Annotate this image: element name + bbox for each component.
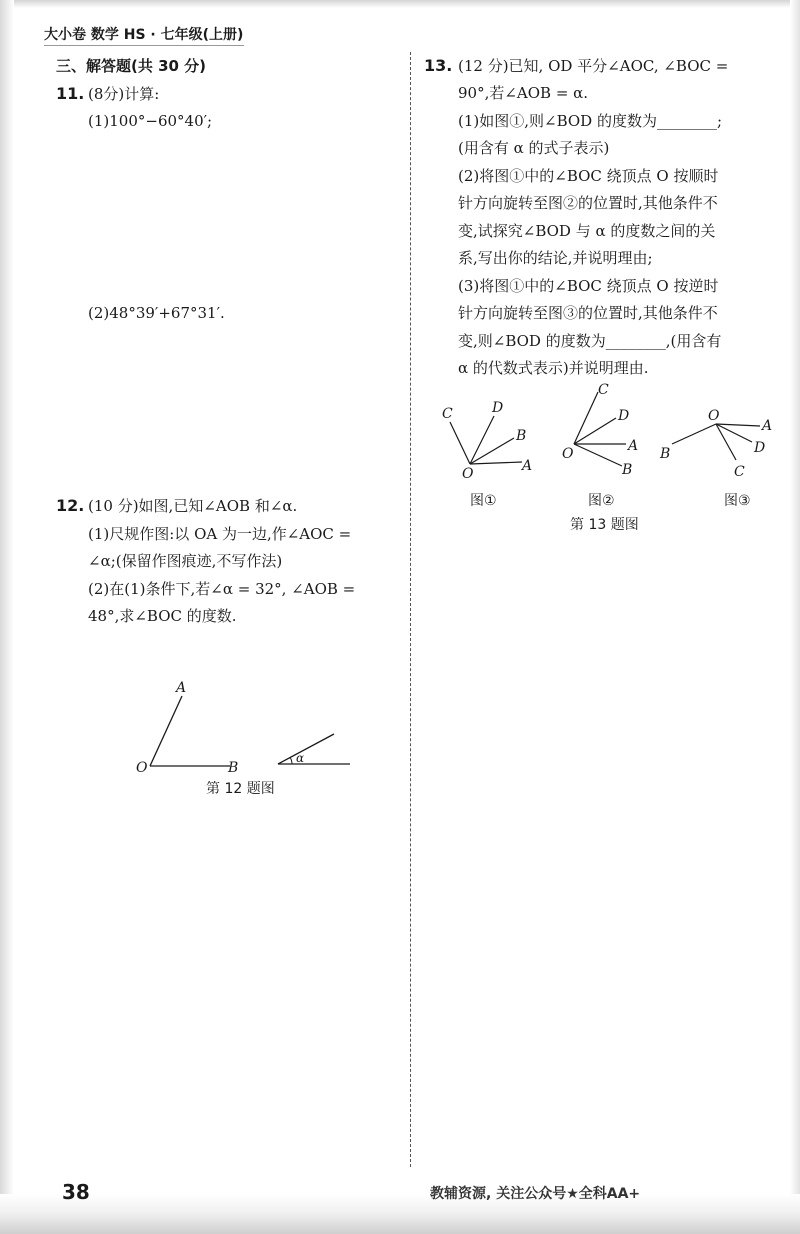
question-12-line: (2)在(1)条件下,若∠α = 32°, ∠AOB =	[88, 580, 356, 598]
label-b: B	[622, 462, 633, 478]
page-number: 38	[62, 1180, 90, 1204]
column-divider	[410, 52, 411, 1167]
label-c: C	[598, 382, 609, 398]
question-11-part-1: (1)100°−60°40′;	[88, 112, 213, 130]
label-d: D	[492, 400, 504, 416]
header-rule	[44, 45, 244, 46]
question-13-line: 90°,若∠AOB = α.	[458, 84, 589, 102]
question-13-line: (12 分)已知, OD 平分∠AOC, ∠BOC =	[458, 57, 729, 75]
question-12-line: ∠α;(保留作图痕迹,不写作法)	[88, 552, 283, 570]
label-b: B	[516, 428, 527, 444]
question-13-line: (3)将图①中的∠BOC 绕顶点 O 按逆时	[458, 277, 719, 295]
label-alpha: α	[296, 751, 305, 765]
page-edge-bottom	[0, 1194, 800, 1234]
label-o: O	[462, 466, 474, 482]
ray-ob	[574, 444, 622, 466]
question-13-line: α 的代数式表示)并说明理由.	[458, 359, 649, 377]
label-a: A	[522, 458, 533, 474]
section-title: 三、解答题(共 30 分)	[56, 57, 207, 75]
page-edge-top	[0, 0, 800, 8]
ray-oa	[716, 424, 760, 426]
question-13-line: 针方向旋转至图②的位置时,其他条件不	[458, 194, 718, 212]
question-12-figure	[120, 676, 370, 786]
label-a: A	[762, 418, 773, 434]
question-13-line: (1)如图①,则∠BOD 的度数为________;	[458, 112, 723, 130]
page-edge-right	[790, 0, 800, 1234]
question-11-stem: (8分)计算:	[88, 85, 160, 103]
question-11-number: 11.	[56, 84, 85, 103]
question-12-line: (10 分)如图,已知∠AOB 和∠α.	[88, 497, 298, 515]
question-13-line: (用含有 α 的式子表示)	[458, 139, 610, 157]
alpha-side-2	[278, 734, 334, 764]
ray-oa	[470, 462, 522, 464]
label-o: O	[136, 760, 148, 776]
question-11-part-2: (2)48°39′+67°31′.	[88, 304, 225, 322]
label-a: A	[628, 438, 639, 454]
label-b: B	[660, 446, 671, 462]
figure-2-caption: 图②	[588, 493, 615, 509]
figure-1-caption: 图①	[470, 493, 497, 509]
running-header: 大小卷 数学 HS · 七年级(上册)	[44, 27, 244, 43]
label-o: O	[562, 446, 574, 462]
label-c: C	[442, 406, 453, 422]
label-d: D	[618, 408, 630, 424]
question-13-number: 13.	[424, 56, 453, 75]
question-13-line: 系,写出你的结论,并说明理由;	[458, 249, 653, 267]
question-12-number: 12.	[56, 496, 85, 515]
question-12-figure-caption: 第 12 题图	[206, 781, 275, 797]
question-13-figure-3	[656, 400, 786, 490]
question-13-line: (2)将图①中的∠BOC 绕顶点 O 按顺时	[458, 167, 719, 185]
question-13-line: 针方向旋转至图③的位置时,其他条件不	[458, 304, 718, 322]
question-13-line: 变,则∠BOD 的度数为________,(用含有	[458, 332, 722, 350]
label-o: O	[708, 408, 720, 424]
ray-ob	[672, 424, 716, 444]
label-b: B	[228, 760, 239, 776]
ray-oa	[150, 696, 182, 766]
figure-3-caption: 图③	[724, 493, 751, 509]
question-13-figure-1	[430, 396, 550, 486]
question-13-figures-caption: 第 13 题图	[570, 517, 639, 533]
ray-oc	[450, 422, 470, 464]
question-13-figure-2	[552, 378, 662, 482]
footer-promo-text: 教辅资源, 关注公众号★全科AA+	[430, 1186, 641, 1202]
page-edge-left	[0, 0, 14, 1234]
label-c: C	[734, 464, 745, 480]
label-a: A	[176, 680, 187, 696]
question-12-line: (1)尺规作图:以 OA 为一边,作∠AOC =	[88, 525, 352, 543]
label-d: D	[754, 440, 766, 456]
question-13-line: 变,试探究∠BOD 与 α 的度数之间的关	[458, 222, 716, 240]
question-12-line: 48°,求∠BOC 的度数.	[88, 607, 237, 625]
alpha-arc	[290, 757, 292, 764]
